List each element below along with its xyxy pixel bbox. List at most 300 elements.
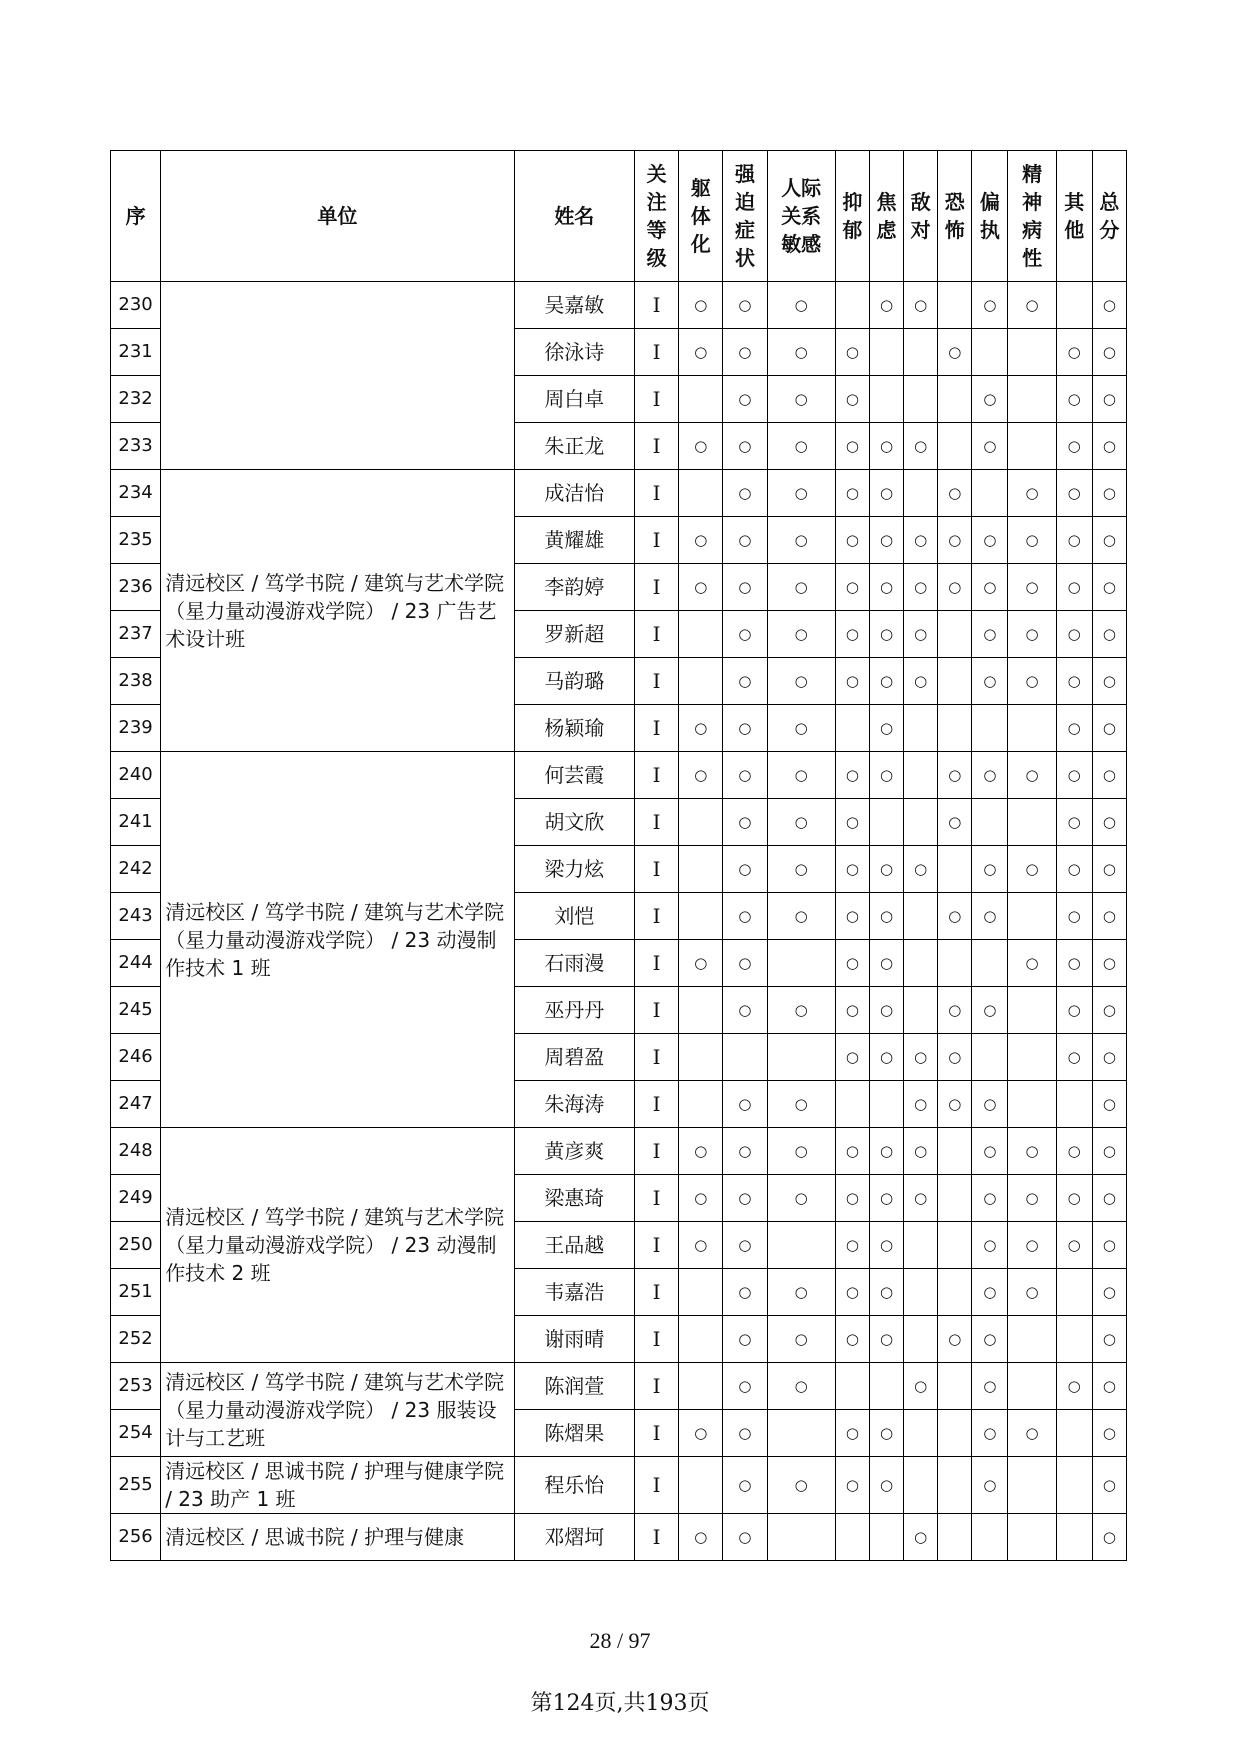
attention-level: I — [635, 846, 679, 893]
attention-level: I — [635, 1128, 679, 1175]
student-name: 陈润萱 — [514, 1363, 634, 1410]
mark-psychoticism — [1008, 893, 1056, 940]
mark-somatization: ○ — [679, 423, 723, 470]
mark-total: ○ — [1092, 564, 1126, 611]
mark-paranoid: ○ — [972, 1269, 1008, 1316]
mark-somatization — [679, 1457, 723, 1514]
mark-depression: ○ — [835, 1410, 869, 1457]
mark-other: ○ — [1056, 564, 1092, 611]
mark-interpersonal: ○ — [767, 376, 835, 423]
mark-obsessive: ○ — [723, 1175, 767, 1222]
unit-cell: 清远校区 / 笃学书院 / 建筑与艺术学院（星力量动漫游戏学院） / 23 动漫制作技术 2 班 — [161, 1128, 514, 1363]
mark-depression: ○ — [835, 611, 869, 658]
mark-psychoticism: ○ — [1008, 1222, 1056, 1269]
mark-other — [1056, 282, 1092, 329]
mark-psychoticism: ○ — [1008, 611, 1056, 658]
col-anxiety-header: 焦 虑 — [869, 151, 903, 282]
mark-anxiety: ○ — [869, 517, 903, 564]
table-row — [111, 470, 1127, 517]
row-number: 247 — [111, 1081, 161, 1128]
mark-interpersonal — [767, 1222, 835, 1269]
mark-depression: ○ — [835, 329, 869, 376]
mark-total: ○ — [1092, 1316, 1126, 1363]
student-name: 周碧盈 — [514, 1034, 634, 1081]
mark-paranoid — [972, 705, 1008, 752]
mark-paranoid: ○ — [972, 423, 1008, 470]
mark-psychoticism — [1008, 705, 1056, 752]
mark-phobia: ○ — [938, 987, 972, 1034]
mark-hostility: ○ — [904, 846, 938, 893]
mark-hostility: ○ — [904, 423, 938, 470]
mark-phobia — [938, 376, 972, 423]
mark-hostility — [904, 1457, 938, 1514]
mark-phobia: ○ — [938, 799, 972, 846]
mark-interpersonal: ○ — [767, 470, 835, 517]
mark-depression: ○ — [835, 1269, 869, 1316]
mark-depression — [835, 1514, 869, 1561]
mark-total: ○ — [1092, 1081, 1126, 1128]
student-name: 王品越 — [514, 1222, 634, 1269]
mark-interpersonal: ○ — [767, 658, 835, 705]
mark-hostility: ○ — [904, 611, 938, 658]
mark-depression — [835, 282, 869, 329]
row-number: 242 — [111, 846, 161, 893]
mark-hostility — [904, 799, 938, 846]
student-name: 谢雨晴 — [514, 1316, 634, 1363]
mark-phobia — [938, 423, 972, 470]
mark-anxiety — [869, 1363, 903, 1410]
attention-level: I — [635, 1514, 679, 1561]
mark-interpersonal: ○ — [767, 987, 835, 1034]
mark-paranoid — [972, 799, 1008, 846]
attention-level: I — [635, 893, 679, 940]
mark-hostility — [904, 1222, 938, 1269]
mark-somatization: ○ — [679, 1175, 723, 1222]
mark-phobia: ○ — [938, 1316, 972, 1363]
col-depression-header: 抑 郁 — [835, 151, 869, 282]
mark-obsessive: ○ — [723, 470, 767, 517]
student-name: 程乐怡 — [514, 1457, 634, 1514]
mark-hostility — [904, 987, 938, 1034]
mark-total: ○ — [1092, 1269, 1126, 1316]
mark-interpersonal: ○ — [767, 752, 835, 799]
mark-psychoticism — [1008, 1363, 1056, 1410]
mark-depression: ○ — [835, 1457, 869, 1514]
mark-somatization — [679, 1081, 723, 1128]
mark-other — [1056, 1269, 1092, 1316]
mark-psychoticism: ○ — [1008, 846, 1056, 893]
mark-depression: ○ — [835, 1128, 869, 1175]
student-name: 罗新超 — [514, 611, 634, 658]
mark-obsessive: ○ — [723, 564, 767, 611]
mark-interpersonal: ○ — [767, 423, 835, 470]
mark-psychoticism: ○ — [1008, 517, 1056, 564]
row-number: 240 — [111, 752, 161, 799]
row-number: 254 — [111, 1410, 161, 1457]
mark-other: ○ — [1056, 1128, 1092, 1175]
mark-obsessive: ○ — [723, 1128, 767, 1175]
mark-total: ○ — [1092, 752, 1126, 799]
mark-depression: ○ — [835, 1316, 869, 1363]
mark-phobia — [938, 705, 972, 752]
mark-hostility — [904, 1316, 938, 1363]
mark-interpersonal: ○ — [767, 1081, 835, 1128]
mark-somatization — [679, 987, 723, 1034]
mark-phobia: ○ — [938, 1081, 972, 1128]
mark-psychoticism: ○ — [1008, 658, 1056, 705]
attention-level: I — [635, 1316, 679, 1363]
mark-total: ○ — [1092, 282, 1126, 329]
mark-psychoticism — [1008, 1457, 1056, 1514]
mark-paranoid: ○ — [972, 1222, 1008, 1269]
mark-other — [1056, 1514, 1092, 1561]
attention-level: I — [635, 564, 679, 611]
mark-depression: ○ — [835, 1222, 869, 1269]
mark-other: ○ — [1056, 799, 1092, 846]
mark-phobia — [938, 1410, 972, 1457]
student-name: 何芸霞 — [514, 752, 634, 799]
mark-phobia — [938, 1269, 972, 1316]
col-unit-header: 单位 — [161, 151, 514, 282]
mark-paranoid: ○ — [972, 517, 1008, 564]
mark-paranoid: ○ — [972, 1363, 1008, 1410]
mark-psychoticism — [1008, 987, 1056, 1034]
attention-level: I — [635, 329, 679, 376]
mark-somatization: ○ — [679, 282, 723, 329]
mark-somatization — [679, 1269, 723, 1316]
mark-somatization: ○ — [679, 1128, 723, 1175]
mark-other: ○ — [1056, 329, 1092, 376]
mark-paranoid — [972, 940, 1008, 987]
mark-depression: ○ — [835, 799, 869, 846]
mark-somatization: ○ — [679, 705, 723, 752]
mark-hostility — [904, 893, 938, 940]
mark-other: ○ — [1056, 1222, 1092, 1269]
mark-other: ○ — [1056, 470, 1092, 517]
mark-phobia — [938, 1363, 972, 1410]
mark-phobia — [938, 1128, 972, 1175]
mark-phobia — [938, 940, 972, 987]
attention-level: I — [635, 1034, 679, 1081]
mark-paranoid: ○ — [972, 611, 1008, 658]
mark-depression: ○ — [835, 423, 869, 470]
row-number: 230 — [111, 282, 161, 329]
mark-obsessive: ○ — [723, 282, 767, 329]
mark-interpersonal: ○ — [767, 893, 835, 940]
mark-paranoid — [972, 1034, 1008, 1081]
mark-hostility: ○ — [904, 658, 938, 705]
mark-psychoticism — [1008, 1034, 1056, 1081]
row-number: 250 — [111, 1222, 161, 1269]
table-row — [111, 752, 1127, 799]
mark-phobia — [938, 1175, 972, 1222]
mark-hostility: ○ — [904, 1363, 938, 1410]
mark-anxiety: ○ — [869, 564, 903, 611]
col-phobia-header: 恐 怖 — [938, 151, 972, 282]
attention-level: I — [635, 1363, 679, 1410]
mark-anxiety: ○ — [869, 470, 903, 517]
mark-total: ○ — [1092, 376, 1126, 423]
mark-somatization: ○ — [679, 1514, 723, 1561]
mark-interpersonal: ○ — [767, 1175, 835, 1222]
mark-interpersonal: ○ — [767, 517, 835, 564]
mark-depression: ○ — [835, 658, 869, 705]
mark-anxiety: ○ — [869, 1316, 903, 1363]
student-name: 杨颖瑜 — [514, 705, 634, 752]
mark-obsessive: ○ — [723, 752, 767, 799]
row-number: 236 — [111, 564, 161, 611]
attention-level: I — [635, 611, 679, 658]
row-number: 239 — [111, 705, 161, 752]
mark-hostility: ○ — [904, 1034, 938, 1081]
mark-paranoid: ○ — [972, 846, 1008, 893]
mark-phobia: ○ — [938, 329, 972, 376]
mark-interpersonal: ○ — [767, 1363, 835, 1410]
mark-somatization: ○ — [679, 940, 723, 987]
col-psychoticism-header: 精 神 病 性 — [1008, 151, 1056, 282]
mark-hostility: ○ — [904, 1514, 938, 1561]
mark-interpersonal: ○ — [767, 611, 835, 658]
row-number: 249 — [111, 1175, 161, 1222]
attention-level: I — [635, 376, 679, 423]
mark-phobia: ○ — [938, 1034, 972, 1081]
table-body — [111, 282, 1127, 1561]
mark-psychoticism: ○ — [1008, 564, 1056, 611]
mark-other: ○ — [1056, 940, 1092, 987]
mark-other: ○ — [1056, 376, 1092, 423]
mark-psychoticism — [1008, 799, 1056, 846]
mark-obsessive: ○ — [723, 376, 767, 423]
mark-hostility — [904, 329, 938, 376]
mark-total: ○ — [1092, 1410, 1126, 1457]
attention-level: I — [635, 470, 679, 517]
mark-psychoticism — [1008, 423, 1056, 470]
row-number: 248 — [111, 1128, 161, 1175]
mark-anxiety: ○ — [869, 423, 903, 470]
mark-depression: ○ — [835, 846, 869, 893]
col-seq-header: 序 — [111, 151, 161, 282]
mark-obsessive: ○ — [723, 1363, 767, 1410]
mark-obsessive: ○ — [723, 1269, 767, 1316]
mark-depression — [835, 1081, 869, 1128]
mark-psychoticism: ○ — [1008, 470, 1056, 517]
mark-phobia: ○ — [938, 893, 972, 940]
mark-paranoid: ○ — [972, 658, 1008, 705]
mark-interpersonal — [767, 940, 835, 987]
attention-level: I — [635, 1410, 679, 1457]
student-name: 韦嘉浩 — [514, 1269, 634, 1316]
mark-obsessive: ○ — [723, 1410, 767, 1457]
student-name: 邓熠坷 — [514, 1514, 634, 1561]
unit-cell: 清远校区 / 思诚书院 / 护理与健康学院 / 23 助产 1 班 — [161, 1457, 514, 1514]
mark-other: ○ — [1056, 705, 1092, 752]
mark-somatization — [679, 1034, 723, 1081]
mark-phobia: ○ — [938, 564, 972, 611]
mark-anxiety: ○ — [869, 1269, 903, 1316]
student-name: 吴嘉敏 — [514, 282, 634, 329]
mark-interpersonal: ○ — [767, 846, 835, 893]
mark-hostility — [904, 1269, 938, 1316]
mark-other: ○ — [1056, 987, 1092, 1034]
mark-obsessive: ○ — [723, 1222, 767, 1269]
mark-interpersonal: ○ — [767, 705, 835, 752]
mark-other — [1056, 1316, 1092, 1363]
mark-anxiety — [869, 1081, 903, 1128]
mark-hostility: ○ — [904, 1128, 938, 1175]
mark-paranoid: ○ — [972, 1175, 1008, 1222]
mark-other: ○ — [1056, 1363, 1092, 1410]
table-row — [111, 1128, 1127, 1175]
mark-depression: ○ — [835, 987, 869, 1034]
attention-level: I — [635, 1081, 679, 1128]
mark-psychoticism: ○ — [1008, 752, 1056, 799]
sheet-number: 第124页,共193页 — [530, 1691, 710, 1716]
mark-phobia: ○ — [938, 752, 972, 799]
mark-hostility: ○ — [904, 517, 938, 564]
row-number: 237 — [111, 611, 161, 658]
mark-total: ○ — [1092, 893, 1126, 940]
mark-other: ○ — [1056, 517, 1092, 564]
mark-hostility — [904, 376, 938, 423]
mark-obsessive: ○ — [723, 423, 767, 470]
mark-psychoticism: ○ — [1008, 1410, 1056, 1457]
col-attention-level-header: 关 注 等 级 — [635, 151, 679, 282]
mark-obsessive: ○ — [723, 799, 767, 846]
unit-cell: 清远校区 / 笃学书院 / 建筑与艺术学院（星力量动漫游戏学院） / 23 服装设计与工艺班 — [161, 1363, 514, 1457]
student-name: 李韵婷 — [514, 564, 634, 611]
mark-paranoid: ○ — [972, 282, 1008, 329]
mark-obsessive: ○ — [723, 517, 767, 564]
mark-depression: ○ — [835, 517, 869, 564]
table-row — [111, 1363, 1127, 1410]
row-number: 255 — [111, 1457, 161, 1514]
mark-hostility — [904, 1410, 938, 1457]
mark-psychoticism: ○ — [1008, 282, 1056, 329]
mark-anxiety: ○ — [869, 1222, 903, 1269]
mark-anxiety: ○ — [869, 752, 903, 799]
mark-anxiety: ○ — [869, 1175, 903, 1222]
row-number: 241 — [111, 799, 161, 846]
row-number: 252 — [111, 1316, 161, 1363]
mark-interpersonal: ○ — [767, 1269, 835, 1316]
student-name: 陈熠果 — [514, 1410, 634, 1457]
mark-total: ○ — [1092, 846, 1126, 893]
mark-somatization: ○ — [679, 1222, 723, 1269]
table-row — [111, 1457, 1127, 1514]
mark-paranoid: ○ — [972, 1316, 1008, 1363]
mark-obsessive: ○ — [723, 329, 767, 376]
attention-level: I — [635, 1222, 679, 1269]
attention-level: I — [635, 1175, 679, 1222]
unit-cell — [161, 282, 514, 470]
mark-total: ○ — [1092, 987, 1126, 1034]
mark-psychoticism: ○ — [1008, 1269, 1056, 1316]
mark-other — [1056, 1410, 1092, 1457]
mark-phobia: ○ — [938, 517, 972, 564]
student-name: 徐泳诗 — [514, 329, 634, 376]
mark-paranoid: ○ — [972, 1410, 1008, 1457]
mark-total: ○ — [1092, 658, 1126, 705]
mark-obsessive: ○ — [723, 893, 767, 940]
mark-somatization — [679, 893, 723, 940]
mark-interpersonal: ○ — [767, 1128, 835, 1175]
mark-other: ○ — [1056, 846, 1092, 893]
mark-total: ○ — [1092, 1222, 1126, 1269]
col-interpersonal-header: 人际 关系 敏感 — [767, 151, 835, 282]
mark-psychoticism — [1008, 1514, 1056, 1561]
mark-interpersonal: ○ — [767, 1316, 835, 1363]
mark-obsessive — [723, 1034, 767, 1081]
mark-total: ○ — [1092, 517, 1126, 564]
mark-total: ○ — [1092, 1363, 1126, 1410]
student-name: 成洁怡 — [514, 470, 634, 517]
mark-total: ○ — [1092, 799, 1126, 846]
mark-hostility — [904, 470, 938, 517]
mark-total: ○ — [1092, 705, 1126, 752]
table-row — [111, 1514, 1127, 1561]
mark-obsessive: ○ — [723, 1514, 767, 1561]
mark-interpersonal: ○ — [767, 329, 835, 376]
table-row — [111, 282, 1127, 329]
attention-level: I — [635, 752, 679, 799]
col-other-header: 其 他 — [1056, 151, 1092, 282]
mark-phobia — [938, 658, 972, 705]
mark-obsessive: ○ — [723, 611, 767, 658]
row-number: 235 — [111, 517, 161, 564]
mark-other: ○ — [1056, 1034, 1092, 1081]
mark-obsessive: ○ — [723, 705, 767, 752]
mark-paranoid: ○ — [972, 1081, 1008, 1128]
mark-other: ○ — [1056, 423, 1092, 470]
col-total-header: 总 分 — [1092, 151, 1126, 282]
attention-level: I — [635, 282, 679, 329]
mark-interpersonal — [767, 1034, 835, 1081]
row-number: 233 — [111, 423, 161, 470]
mark-other — [1056, 1457, 1092, 1514]
attention-level: I — [635, 987, 679, 1034]
col-name-header: 姓名 — [514, 151, 634, 282]
mark-anxiety: ○ — [869, 282, 903, 329]
mark-paranoid: ○ — [972, 376, 1008, 423]
row-number: 232 — [111, 376, 161, 423]
mark-phobia — [938, 846, 972, 893]
mark-somatization — [679, 846, 723, 893]
col-paranoid-header: 偏 执 — [972, 151, 1008, 282]
mark-total: ○ — [1092, 611, 1126, 658]
attention-level: I — [635, 705, 679, 752]
row-number: 256 — [111, 1514, 161, 1561]
mark-paranoid: ○ — [972, 1457, 1008, 1514]
mark-depression: ○ — [835, 376, 869, 423]
col-obsessive-header: 强 迫 症 状 — [723, 151, 767, 282]
student-name: 巫丹丹 — [514, 987, 634, 1034]
mark-phobia — [938, 282, 972, 329]
unit-cell: 清远校区 / 笃学书院 / 建筑与艺术学院（星力量动漫游戏学院） / 23 动漫制作技术 1 班 — [161, 752, 514, 1128]
mark-anxiety: ○ — [869, 1457, 903, 1514]
col-hostility-header: 敌 对 — [904, 151, 938, 282]
attention-level: I — [635, 517, 679, 564]
mark-other: ○ — [1056, 658, 1092, 705]
mark-anxiety: ○ — [869, 705, 903, 752]
mark-total: ○ — [1092, 1034, 1126, 1081]
mark-phobia — [938, 1457, 972, 1514]
report-table — [110, 150, 1127, 1561]
mark-psychoticism: ○ — [1008, 940, 1056, 987]
header-row — [111, 151, 1127, 282]
mark-depression — [835, 705, 869, 752]
mark-psychoticism — [1008, 1081, 1056, 1128]
mark-psychoticism: ○ — [1008, 1175, 1056, 1222]
